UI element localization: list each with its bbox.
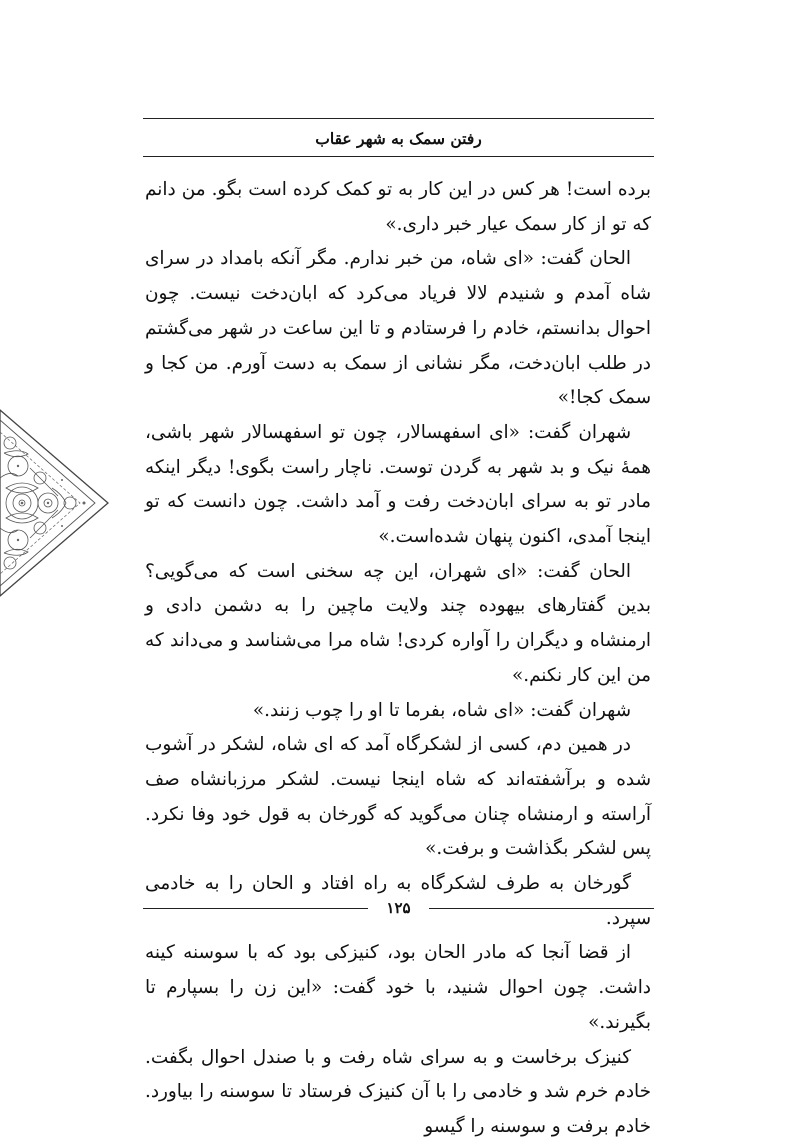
footer-rule-right <box>429 908 654 909</box>
paragraph: شهران گفت: «ای شاه، بفرما تا او را چوب زنند.» <box>252 699 631 721</box>
chapter-title: رفتن سمک به شهر عقاب <box>315 129 482 148</box>
body-text <box>145 173 651 1145</box>
paragraph: در همین دم، کسی از لشکرگاه آمد که ای شاه، لشکر در آشوب شده و برآشفته‌اند که شاه اینجا نیست. لشکر مرزبانشاه صف آراسته و ارمنشاه چنان می‌گوید که گورخان به قول خود وفا نکرد. پس لشکر بگذاشت و برفت.» <box>145 734 651 860</box>
page-number: ۱۲۵ <box>386 899 411 917</box>
paragraph: برده است! هر کس در این کار به تو کمک کرده است بگو. من دانم که تو از کار سمک عیار خبر داری.» <box>145 179 651 235</box>
header-bottom-rule <box>143 156 654 157</box>
paragraph: کنیزک برخاست و به سرای شاه رفت و با صندل احوال بگفت. خادم خرم شد و خادمی را با آن کنیزک فرستاد تا سوسنه را بیاورد. خادم برفت و سوسنه را گیسو <box>145 1046 651 1137</box>
paragraph: شهران گفت: «ای اسفهسالار، چون تو اسفهسالار شهر باشی، همهٔ نیک و بد شهر به گردن توست. ناچار راست بگوی! دیگر اینکه مادر تو به سرای ابان‌دخت رفت و آمد داشت. چون دانست که تو اینجا آمدی، اکنون پنهان شده‌است.» <box>145 421 651 548</box>
arabesque-ornament <box>0 408 110 598</box>
paragraph: از قضا آنجا که مادر الحان بود، کنیزکی بود که با سوسنه کینه داشت. چون احوال شنید، با خود گفت: «این زن را بسپارم تا بگیرند.» <box>145 942 651 1033</box>
page-footer <box>143 896 654 920</box>
paragraph: گورخان به طرف لشکرگاه به راه افتاد و الحان را به خادمی سپرد. <box>145 873 651 929</box>
footer-rule-left <box>143 908 368 909</box>
running-header <box>143 118 654 157</box>
paragraph: الحان گفت: «ای شاه، من خبر ندارم. مگر آنکه بامداد در سرای شاه آمدم و شنیدم لالا فریاد می‌کرد که ابان‌دخت نیست. چون احوال بدانستم، خادم را فرستادم و تا این ساعت در شهر می‌گشتم در طلب ابان‌دخت، مگر نشانی از سمک به دست آورم. من کجا و سمک کجا!» <box>145 248 651 409</box>
paragraph: الحان گفت: «ای شهران، این چه سخنی است که می‌گویی؟ بدین گفتارهای بیهوده چند ولایت ماچین را به دشمن دادی و ارمنشاه و دیگران را آواره کردی! شاه مرا می‌شناسد و می‌داند که من این کار نکنم.» <box>145 560 651 686</box>
